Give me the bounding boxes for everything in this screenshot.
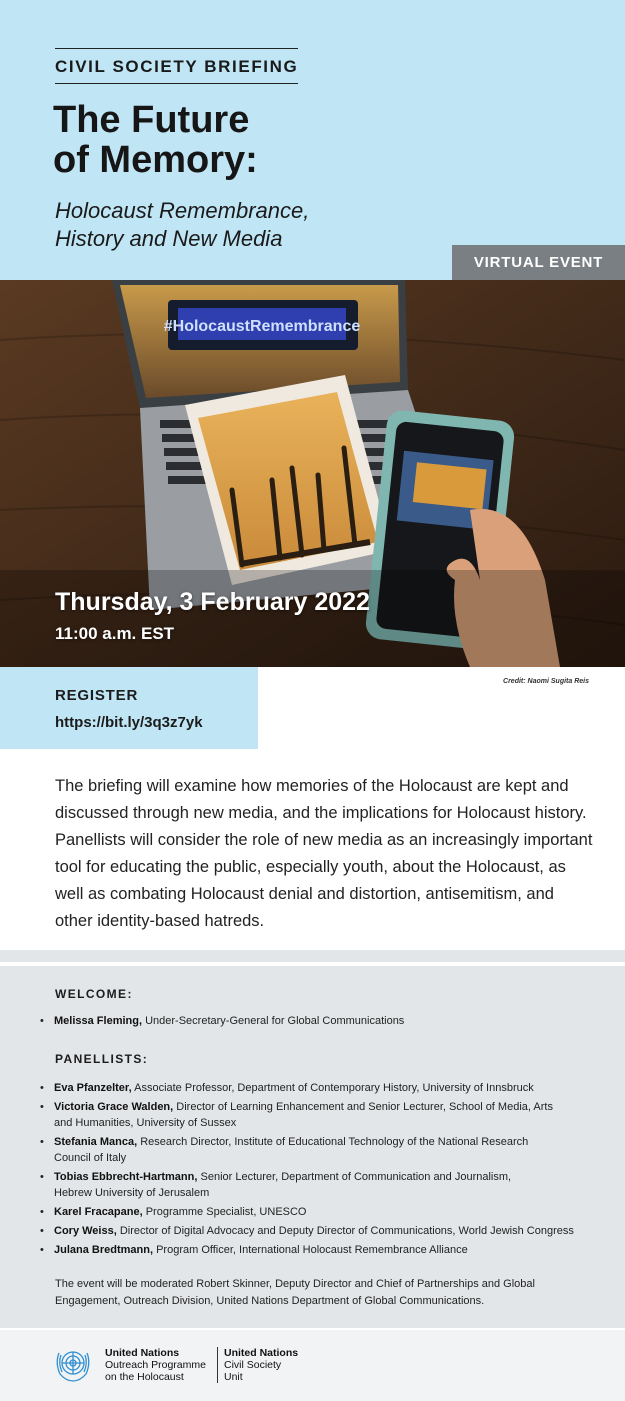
event-time: 11:00 a.m. EST (55, 624, 175, 643)
panellists-heading: PANELLISTS: (55, 1052, 149, 1066)
virtual-event-badge: VIRTUAL EVENT (452, 245, 625, 281)
photo-shade (0, 570, 625, 667)
speaker-item (40, 1204, 600, 1220)
speaker-role: Director of Digital Advocacy and Deputy Director of Communications, World Jewish Congress (119, 1225, 574, 1237)
footer-divider (217, 1347, 218, 1383)
org2-line-2: Civil Society (224, 1359, 282, 1371)
speaker-item (40, 1134, 560, 1166)
org-civil-society-unit (224, 1347, 298, 1383)
title-line-2: of Memory: (53, 139, 258, 181)
register-label: REGISTER (55, 687, 139, 704)
speaker-item (40, 1223, 600, 1239)
speaker-role: Under-Secretary-General for Global Communications (145, 1015, 405, 1027)
speaker-role: Research Director, Institute of Educational Technology of the National Research Council of Italy (54, 1136, 529, 1164)
subtitle-line-2: History and New Media (55, 226, 283, 251)
register-link[interactable]: https://bit.ly/3q3z7yk (55, 714, 203, 731)
un-emblem-icon (52, 1345, 94, 1383)
panellists-list (40, 1080, 600, 1261)
org-outreach-programme (105, 1347, 206, 1383)
speaker-item (40, 1242, 600, 1258)
section-divider (0, 950, 625, 962)
speaker-item (40, 1013, 600, 1029)
event-title (53, 100, 453, 180)
event-description: The briefing will examine how memories of the Holocaust are kept and discussed through new media, and the implications for Holocaust history. Panellists will consider the role of new media as an increasingly important tool for educating the public, especially youth, about the Holocaust, as well as combating Holocaust denial and distortion, antisemitism, and other identity-based hatreds. (55, 777, 593, 930)
speaker-role: Director of Learning Enhancement and Senior Lecturer, School of Media, Arts and Humanities, University of Sussex (54, 1101, 553, 1129)
phone-preview-inner (413, 462, 487, 509)
placard-text: #HolocaustRemembrance (163, 318, 361, 335)
org1-line-1: United Nations (105, 1347, 180, 1359)
photo-credit: Credit: Naomi Sugita Reis (503, 678, 589, 685)
event-subtitle (55, 197, 475, 253)
org2-line-3: Unit (224, 1371, 243, 1383)
speaker-role: Senior Lecturer, Department of Communication and Journalism, Hebrew University of Jerusalem (54, 1171, 512, 1199)
speaker-name: Melissa Fleming, (54, 1015, 143, 1027)
speaker-name: Karel Fracapane, (54, 1206, 143, 1218)
moderator-note: The event will be moderated Robert Skinner, Deputy Director and Chief of Partnerships and Global Engagement, Outreach Division, United Nations Department of Global Communications. (55, 1278, 535, 1307)
welcome-heading: WELCOME: (55, 987, 133, 1001)
speaker-name: Stefania Manca, (54, 1136, 138, 1148)
speaker-name: Cory Weiss, (54, 1225, 117, 1237)
speaker-role: Program Officer, International Holocaust Remembrance Alliance (156, 1244, 468, 1256)
title-line-1: The Future (53, 99, 250, 141)
kicker-rule (55, 48, 298, 84)
speaker-name: Eva Pfanzelter, (54, 1082, 132, 1094)
speaker-role: Associate Professor, Department of Contemporary History, University of Innsbruck (134, 1082, 534, 1094)
event-date: Thursday, 3 February 2022 (55, 588, 370, 616)
speaker-name: Tobias Ebbrecht-Hartmann, (54, 1171, 198, 1183)
speaker-item (40, 1099, 560, 1131)
speaker-name: Victoria Grace Walden, (54, 1101, 174, 1113)
welcome-list (40, 1013, 600, 1032)
speaker-item (40, 1169, 540, 1201)
speaker-item (40, 1080, 600, 1096)
speaker-name: Julana Bredtmann, (54, 1244, 154, 1256)
subtitle-line-1: Holocaust Remembrance, (55, 198, 310, 223)
speaker-role: Programme Specialist, UNESCO (145, 1206, 307, 1218)
org1-line-2: Outreach Programme (105, 1359, 206, 1371)
org1-line-3: on the Holocaust (105, 1371, 184, 1383)
org2-line-1: United Nations (224, 1347, 299, 1359)
register-box (0, 667, 258, 749)
kicker-text: CIVIL SOCIETY BRIEFING (55, 57, 299, 76)
